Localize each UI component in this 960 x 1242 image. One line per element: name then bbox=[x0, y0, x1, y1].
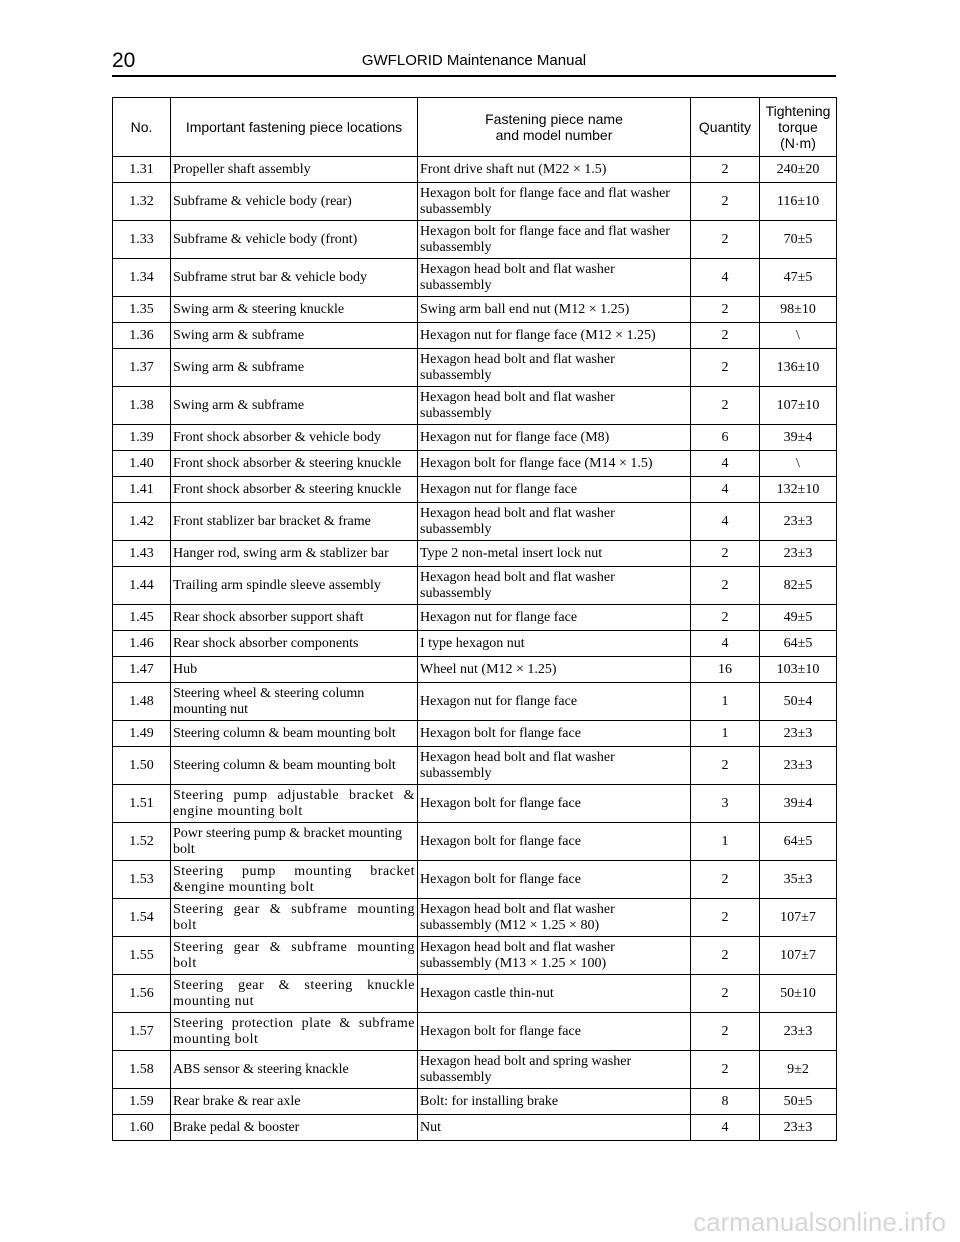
table-row bbox=[113, 785, 837, 823]
cell-location: Powr steering pump & bracket mounting bolt bbox=[171, 823, 418, 861]
cell-quantity: 4 bbox=[691, 1115, 760, 1141]
table-row bbox=[113, 683, 837, 721]
cell-no: 1.36 bbox=[113, 323, 171, 349]
cell-location: Subframe strut bar & vehicle body bbox=[171, 259, 418, 297]
cell-quantity: 2 bbox=[691, 747, 760, 785]
table-row bbox=[113, 1089, 837, 1115]
cell-fastener-name: Hexagon nut for flange face bbox=[418, 477, 691, 503]
cell-no: 1.60 bbox=[113, 1115, 171, 1141]
page-header bbox=[112, 48, 836, 76]
table-row bbox=[113, 323, 837, 349]
cell-quantity: 2 bbox=[691, 899, 760, 937]
col-header-name: Fastening piece name and model number bbox=[418, 98, 691, 157]
table-row bbox=[113, 259, 837, 297]
cell-torque: 47±5 bbox=[760, 259, 837, 297]
table-row bbox=[113, 861, 837, 899]
cell-quantity: 2 bbox=[691, 567, 760, 605]
cell-torque: 50±5 bbox=[760, 1089, 837, 1115]
cell-quantity: 4 bbox=[691, 451, 760, 477]
cell-location: Subframe & vehicle body (front) bbox=[171, 221, 418, 259]
cell-no: 1.48 bbox=[113, 683, 171, 721]
cell-location: Steering column & beam mounting bolt bbox=[171, 721, 418, 747]
cell-quantity: 2 bbox=[691, 541, 760, 567]
cell-fastener-name: Hexagon head bolt and flat washer subassembly (M12 × 1.25 × 80) bbox=[418, 899, 691, 937]
cell-torque: 103±10 bbox=[760, 657, 837, 683]
cell-quantity: 2 bbox=[691, 221, 760, 259]
cell-quantity: 8 bbox=[691, 1089, 760, 1115]
col-header-quantity: Quantity bbox=[691, 98, 760, 157]
cell-location: Front shock absorber & vehicle body bbox=[171, 425, 418, 451]
cell-fastener-name: Hexagon nut for flange face (M12 × 1.25) bbox=[418, 323, 691, 349]
cell-torque: 64±5 bbox=[760, 823, 837, 861]
cell-fastener-name: Hexagon bolt for flange face and flat washer subassembly bbox=[418, 183, 691, 221]
table-row bbox=[113, 721, 837, 747]
cell-quantity: 16 bbox=[691, 657, 760, 683]
cell-location: Steering gear & subframe mounting bolt bbox=[171, 899, 418, 937]
table-row bbox=[113, 631, 837, 657]
cell-quantity: 1 bbox=[691, 721, 760, 747]
table-row bbox=[113, 503, 837, 541]
table-row bbox=[113, 477, 837, 503]
cell-quantity: 4 bbox=[691, 259, 760, 297]
cell-fastener-name: Hexagon bolt for flange face bbox=[418, 823, 691, 861]
cell-location: Steering column & beam mounting bolt bbox=[171, 747, 418, 785]
cell-quantity: 2 bbox=[691, 975, 760, 1013]
cell-no: 1.47 bbox=[113, 657, 171, 683]
cell-fastener-name: Hexagon bolt for flange face bbox=[418, 721, 691, 747]
torque-spec-table bbox=[112, 97, 837, 1141]
table-row bbox=[113, 823, 837, 861]
cell-location: Steering wheel & steering column mounting nut bbox=[171, 683, 418, 721]
cell-location: Propeller shaft assembly bbox=[171, 157, 418, 183]
cell-location: Rear brake & rear axle bbox=[171, 1089, 418, 1115]
cell-no: 1.38 bbox=[113, 387, 171, 425]
cell-quantity: 1 bbox=[691, 683, 760, 721]
cell-fastener-name: I type hexagon nut bbox=[418, 631, 691, 657]
cell-torque: 136±10 bbox=[760, 349, 837, 387]
cell-fastener-name: Hexagon head bolt and flat washer subassembly bbox=[418, 503, 691, 541]
cell-no: 1.46 bbox=[113, 631, 171, 657]
cell-quantity: 2 bbox=[691, 1013, 760, 1051]
cell-location: Swing arm & subframe bbox=[171, 387, 418, 425]
cell-torque: 107±10 bbox=[760, 387, 837, 425]
document-title: GWFLORID Maintenance Manual bbox=[361, 52, 587, 69]
cell-no: 1.42 bbox=[113, 503, 171, 541]
cell-no: 1.56 bbox=[113, 975, 171, 1013]
cell-torque: 50±10 bbox=[760, 975, 837, 1013]
cell-no: 1.33 bbox=[113, 221, 171, 259]
cell-torque: 50±4 bbox=[760, 683, 837, 721]
cell-location: Rear shock absorber support shaft bbox=[171, 605, 418, 631]
cell-fastener-name: Hexagon bolt for flange face and flat washer subassembly bbox=[418, 221, 691, 259]
cell-quantity: 4 bbox=[691, 477, 760, 503]
cell-quantity: 2 bbox=[691, 183, 760, 221]
table-row bbox=[113, 451, 837, 477]
table-row bbox=[113, 747, 837, 785]
cell-quantity: 2 bbox=[691, 605, 760, 631]
cell-location: Front shock absorber & steering knuckle bbox=[171, 451, 418, 477]
cell-fastener-name: Hexagon head bolt and flat washer subassembly (M13 × 1.25 × 100) bbox=[418, 937, 691, 975]
cell-location: Subframe & vehicle body (rear) bbox=[171, 183, 418, 221]
cell-quantity: 2 bbox=[691, 323, 760, 349]
cell-fastener-name: Hexagon nut for flange face bbox=[418, 605, 691, 631]
cell-quantity: 2 bbox=[691, 387, 760, 425]
cell-torque: 23±3 bbox=[760, 541, 837, 567]
cell-torque: 23±3 bbox=[760, 503, 837, 541]
cell-fastener-name: Hexagon head bolt and flat washer subassembly bbox=[418, 387, 691, 425]
table-row bbox=[113, 1115, 837, 1141]
cell-torque: 49±5 bbox=[760, 605, 837, 631]
cell-quantity: 6 bbox=[691, 425, 760, 451]
cell-location: ABS sensor & steering knackle bbox=[171, 1051, 418, 1089]
table-row bbox=[113, 349, 837, 387]
cell-quantity: 1 bbox=[691, 823, 760, 861]
cell-torque: 132±10 bbox=[760, 477, 837, 503]
table-row bbox=[113, 157, 837, 183]
cell-location: Swing arm & subframe bbox=[171, 323, 418, 349]
cell-fastener-name: Hexagon head bolt and flat washer subassembly bbox=[418, 349, 691, 387]
header-rule bbox=[112, 75, 836, 77]
cell-fastener-name: Wheel nut (M12 × 1.25) bbox=[418, 657, 691, 683]
cell-no: 1.51 bbox=[113, 785, 171, 823]
cell-no: 1.41 bbox=[113, 477, 171, 503]
cell-torque: 23±3 bbox=[760, 1115, 837, 1141]
cell-no: 1.57 bbox=[113, 1013, 171, 1051]
cell-fastener-name: Hexagon head bolt and spring washer subassembly bbox=[418, 1051, 691, 1089]
cell-location: Hub bbox=[171, 657, 418, 683]
cell-fastener-name: Hexagon bolt for flange face bbox=[418, 861, 691, 899]
cell-no: 1.31 bbox=[113, 157, 171, 183]
cell-no: 1.45 bbox=[113, 605, 171, 631]
cell-fastener-name: Hexagon nut for flange face (M8) bbox=[418, 425, 691, 451]
cell-no: 1.39 bbox=[113, 425, 171, 451]
cell-torque: 98±10 bbox=[760, 297, 837, 323]
cell-no: 1.32 bbox=[113, 183, 171, 221]
cell-location: Swing arm & steering knuckle bbox=[171, 297, 418, 323]
cell-location: Steering pump mounting bracket &engine mounting bolt bbox=[171, 861, 418, 899]
cell-location: Front stablizer bar bracket & frame bbox=[171, 503, 418, 541]
cell-quantity: 4 bbox=[691, 503, 760, 541]
cell-quantity: 4 bbox=[691, 631, 760, 657]
cell-location: Rear shock absorber components bbox=[171, 631, 418, 657]
cell-fastener-name: Hexagon bolt for flange face (M14 × 1.5) bbox=[418, 451, 691, 477]
cell-quantity: 2 bbox=[691, 157, 760, 183]
table-row bbox=[113, 1013, 837, 1051]
cell-no: 1.53 bbox=[113, 861, 171, 899]
table-row bbox=[113, 1051, 837, 1089]
cell-location: Trailing arm spindle sleeve assembly bbox=[171, 567, 418, 605]
cell-location: Steering protection plate & subframe mounting bolt bbox=[171, 1013, 418, 1051]
cell-fastener-name: Hexagon head bolt and flat washer subassembly bbox=[418, 747, 691, 785]
cell-location: Steering gear & subframe mounting bolt bbox=[171, 937, 418, 975]
cell-fastener-name: Hexagon castle thin-nut bbox=[418, 975, 691, 1013]
cell-no: 1.50 bbox=[113, 747, 171, 785]
cell-torque: 23±3 bbox=[760, 1013, 837, 1051]
cell-torque: 39±4 bbox=[760, 425, 837, 451]
cell-torque: 64±5 bbox=[760, 631, 837, 657]
cell-quantity: 2 bbox=[691, 861, 760, 899]
cell-no: 1.59 bbox=[113, 1089, 171, 1115]
cell-torque: 240±20 bbox=[760, 157, 837, 183]
col-header-location: Important fastening piece locations bbox=[171, 98, 418, 157]
table-row bbox=[113, 899, 837, 937]
cell-fastener-name: Type 2 non-metal insert lock nut bbox=[418, 541, 691, 567]
cell-fastener-name: Hexagon bolt for flange face bbox=[418, 785, 691, 823]
cell-fastener-name: Hexagon bolt for flange face bbox=[418, 1013, 691, 1051]
table-row bbox=[113, 975, 837, 1013]
cell-fastener-name: Front drive shaft nut (M22 × 1.5) bbox=[418, 157, 691, 183]
cell-torque: 35±3 bbox=[760, 861, 837, 899]
cell-no: 1.54 bbox=[113, 899, 171, 937]
cell-location: Brake pedal & booster bbox=[171, 1115, 418, 1141]
cell-quantity: 2 bbox=[691, 297, 760, 323]
cell-fastener-name: Swing arm ball end nut (M12 × 1.25) bbox=[418, 297, 691, 323]
cell-fastener-name: Bolt: for installing brake bbox=[418, 1089, 691, 1115]
cell-no: 1.40 bbox=[113, 451, 171, 477]
cell-torque: \ bbox=[760, 451, 837, 477]
col-header-torque: Tightening torque (N·m) bbox=[760, 98, 837, 157]
cell-no: 1.55 bbox=[113, 937, 171, 975]
cell-torque: 116±10 bbox=[760, 183, 837, 221]
cell-torque: 107±7 bbox=[760, 937, 837, 975]
cell-fastener-name: Nut bbox=[418, 1115, 691, 1141]
cell-torque: 107±7 bbox=[760, 899, 837, 937]
cell-quantity: 2 bbox=[691, 349, 760, 387]
table-row bbox=[113, 605, 837, 631]
cell-location: Hanger rod, swing arm & stablizer bar bbox=[171, 541, 418, 567]
table-row bbox=[113, 387, 837, 425]
page-number: 20 bbox=[112, 49, 136, 72]
cell-location: Front shock absorber & steering knuckle bbox=[171, 477, 418, 503]
table-body bbox=[113, 157, 837, 1141]
cell-torque: \ bbox=[760, 323, 837, 349]
table-row bbox=[113, 297, 837, 323]
cell-quantity: 2 bbox=[691, 937, 760, 975]
cell-no: 1.58 bbox=[113, 1051, 171, 1089]
table-row bbox=[113, 221, 837, 259]
cell-torque: 39±4 bbox=[760, 785, 837, 823]
cell-no: 1.43 bbox=[113, 541, 171, 567]
cell-location: Steering gear & steering knuckle mounting nut bbox=[171, 975, 418, 1013]
table-header-row bbox=[113, 98, 837, 157]
cell-fastener-name: Hexagon head bolt and flat washer subassembly bbox=[418, 259, 691, 297]
cell-no: 1.35 bbox=[113, 297, 171, 323]
table-row bbox=[113, 657, 837, 683]
cell-quantity: 2 bbox=[691, 1051, 760, 1089]
cell-no: 1.52 bbox=[113, 823, 171, 861]
cell-fastener-name: Hexagon nut for flange face bbox=[418, 683, 691, 721]
table-row bbox=[113, 541, 837, 567]
watermark: carmanualsonline.info bbox=[693, 1207, 946, 1237]
table-row bbox=[113, 183, 837, 221]
cell-no: 1.37 bbox=[113, 349, 171, 387]
table-row bbox=[113, 425, 837, 451]
cell-location: Swing arm & subframe bbox=[171, 349, 418, 387]
cell-no: 1.49 bbox=[113, 721, 171, 747]
table-row bbox=[113, 567, 837, 605]
cell-no: 1.34 bbox=[113, 259, 171, 297]
cell-torque: 70±5 bbox=[760, 221, 837, 259]
cell-torque: 82±5 bbox=[760, 567, 837, 605]
cell-torque: 9±2 bbox=[760, 1051, 837, 1089]
cell-torque: 23±3 bbox=[760, 747, 837, 785]
cell-quantity: 3 bbox=[691, 785, 760, 823]
table-row bbox=[113, 937, 837, 975]
col-header-no: No. bbox=[113, 98, 171, 157]
cell-torque: 23±3 bbox=[760, 721, 837, 747]
cell-location: Steering pump adjustable bracket & engine mounting bolt bbox=[171, 785, 418, 823]
cell-no: 1.44 bbox=[113, 567, 171, 605]
cell-fastener-name: Hexagon head bolt and flat washer subassembly bbox=[418, 567, 691, 605]
